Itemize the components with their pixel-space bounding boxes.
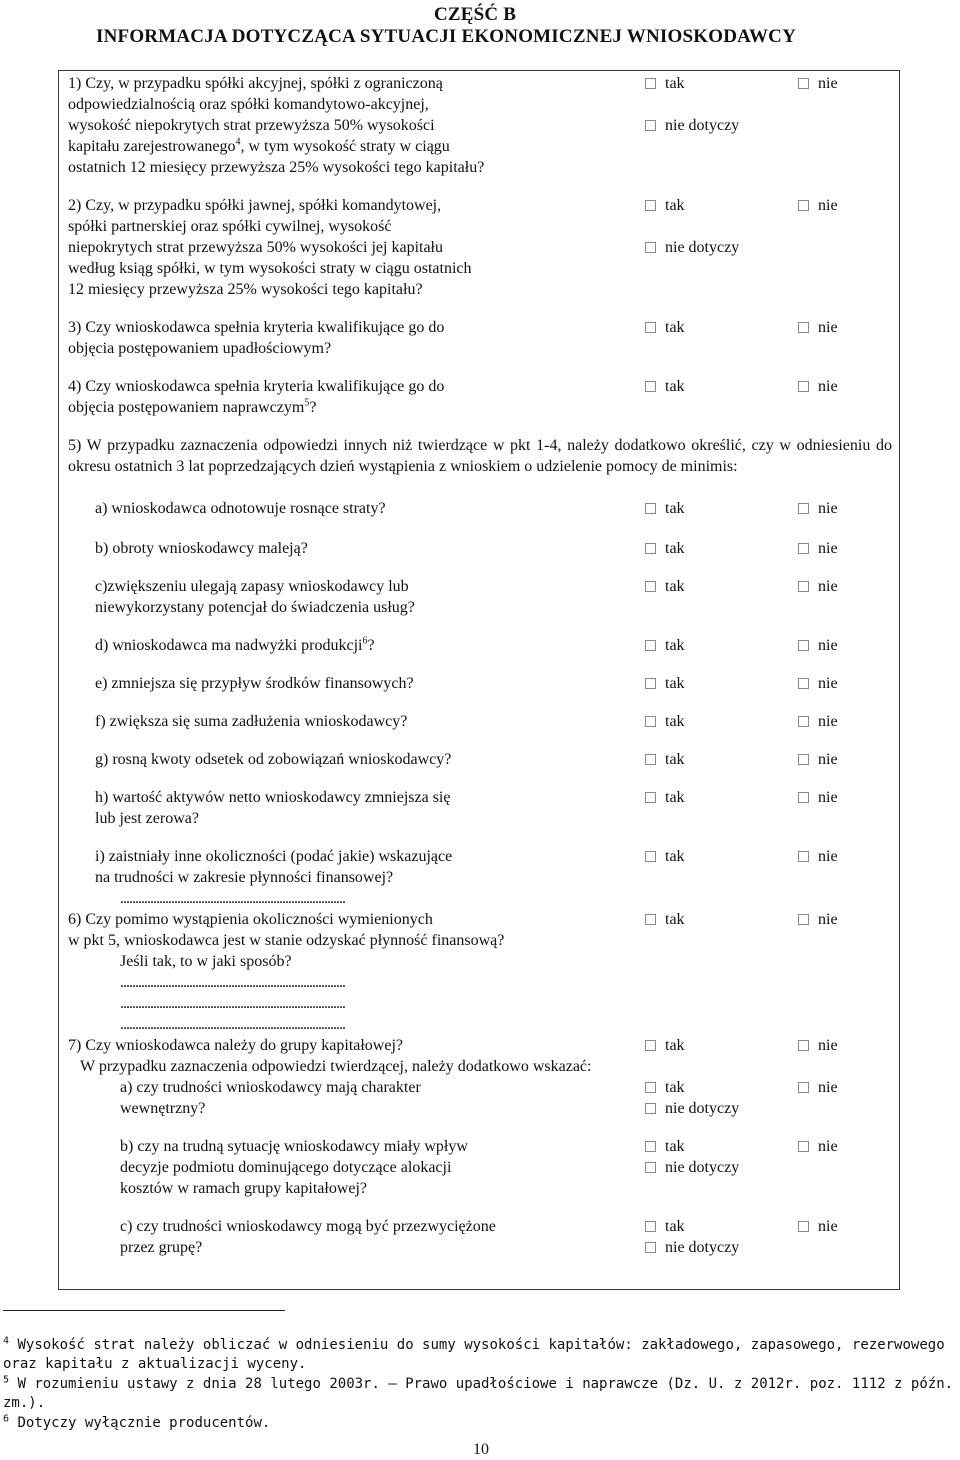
q2-line: według ksiąg spółki, w tym wysokości straty w ciągu ostatnich: [68, 260, 472, 277]
checkbox[interactable]: [798, 1082, 809, 1093]
checkbox[interactable]: [645, 1141, 656, 1152]
q2-line: 12 miesięcy przewyższa 25% wysokości tego kapitału?: [68, 281, 423, 298]
option-label: nie: [818, 1079, 838, 1096]
checkbox[interactable]: [798, 1040, 809, 1051]
option-label: nie: [818, 1218, 838, 1235]
checkbox[interactable]: [645, 792, 656, 803]
option-label: tak: [665, 1079, 685, 1096]
q7c-option-yes[interactable]: [645, 1216, 685, 1237]
checkbox[interactable]: [798, 792, 809, 803]
q2-option-no[interactable]: [798, 195, 838, 216]
q4-text: objęcia postępowaniem naprawczym: [68, 399, 305, 416]
q1-option-no[interactable]: [798, 73, 838, 94]
checkbox[interactable]: [798, 543, 809, 554]
option-label: tak: [665, 751, 685, 768]
q1-line: odpowiedzialnością oraz spółki komandytowo-akcyjnej,: [68, 96, 429, 113]
q7b-option-no[interactable]: [798, 1136, 838, 1157]
q3-option-no[interactable]: [798, 317, 838, 338]
option-label: tak: [665, 75, 685, 92]
q5e-option-yes[interactable]: [645, 673, 685, 694]
q6-line: w pkt 5, wnioskodawca jest w stanie odzyskać płynność finansową?: [68, 932, 505, 949]
q7-line: W przypadku zaznaczenia odpowiedzi twierdzącej, należy dodatkowo wskazać:: [80, 1058, 592, 1075]
option-label: nie: [818, 540, 838, 557]
checkbox[interactable]: [798, 640, 809, 651]
checkbox[interactable]: [645, 716, 656, 727]
checkbox[interactable]: [798, 754, 809, 765]
q7a-option-na[interactable]: [645, 1098, 739, 1119]
checkbox[interactable]: [798, 322, 809, 333]
q5c-line: niewykorzystany potencjał do świadczenia usług?: [95, 599, 415, 616]
footnote-ref: 4: [235, 136, 241, 148]
q4-option-yes[interactable]: [645, 376, 685, 397]
checkbox[interactable]: [798, 716, 809, 727]
q5d-option-no[interactable]: [798, 635, 838, 656]
option-label: nie: [818, 1037, 838, 1054]
option-label: nie: [818, 75, 838, 92]
q1-line: ostatnich 12 miesięcy przewyższa 25% wysokości tego kapitału?: [68, 159, 485, 176]
footnote-text: Wysokość strat należy obliczać w odniesieniu do sumy wysokości kapitałów: zakładowego, zapasowego, rezerwowego: [17, 1337, 945, 1353]
checkbox[interactable]: [645, 78, 656, 89]
option-label: nie: [818, 1138, 838, 1155]
checkbox[interactable]: [645, 242, 656, 253]
q6-answer-dots[interactable]: ...........................................................................: [120, 995, 345, 1012]
page-number: 10: [473, 1441, 489, 1458]
footnote-6: [3, 1414, 270, 1433]
q3-line: 3) Czy wnioskodawca spełnia kryteria kwalifikujące go do: [68, 319, 445, 336]
option-label: nie: [818, 848, 838, 865]
checkbox[interactable]: [798, 200, 809, 211]
q5f-option-yes[interactable]: [645, 711, 685, 732]
option-label: tak: [665, 911, 685, 928]
checkbox[interactable]: [798, 678, 809, 689]
q6-line: 6) Czy pomimo wystąpienia okoliczności wymienionych: [68, 911, 433, 928]
checkbox[interactable]: [645, 914, 656, 925]
q1-text: kapitału zarejestrowanego: [68, 138, 236, 155]
footnote-text: W rozumieniu ustawy z dnia 28 lutego 2003r. – Prawo upadłościowe i naprawcze (Dz. U. z 2012r. poz. 1112 z późn.: [17, 1376, 954, 1392]
checkbox[interactable]: [798, 851, 809, 862]
footnote-number: 6: [3, 1413, 10, 1425]
checkbox[interactable]: [645, 1221, 656, 1232]
checkbox[interactable]: [645, 381, 656, 392]
q1-text: , w tym wysokość straty w ciągu: [240, 138, 450, 155]
q5i-option-yes[interactable]: [645, 846, 685, 867]
q5g-option-no[interactable]: [798, 749, 838, 770]
checkbox[interactable]: [645, 120, 656, 131]
option-label: nie: [818, 789, 838, 806]
q1-line: wysokość niepokrytych strat przewyższa 50% wysokości: [68, 117, 435, 134]
footnote-separator: [3, 1310, 285, 1311]
checkbox[interactable]: [645, 1082, 656, 1093]
q6-option-yes[interactable]: [645, 909, 685, 930]
q7b-line: kosztów w ramach grupy kapitałowej?: [120, 1180, 368, 1197]
q5i-line: i) zaistniały inne okoliczności (podać jakie) wskazujące: [95, 848, 453, 865]
q7c-option-na[interactable]: [645, 1237, 739, 1258]
q5d-label: ?: [367, 637, 375, 654]
q5h-line: h) wartość aktywów netto wnioskodawcy zmniejsza się: [95, 789, 451, 806]
q5i-option-no[interactable]: [798, 846, 838, 867]
checkbox[interactable]: [645, 640, 656, 651]
option-label: nie dotyczy: [665, 1159, 740, 1176]
q6-option-no[interactable]: [798, 909, 838, 930]
option-label: tak: [665, 578, 685, 595]
checkbox[interactable]: [798, 914, 809, 925]
checkbox[interactable]: [798, 1221, 809, 1232]
option-label: tak: [665, 319, 685, 336]
q5c-option-no[interactable]: [798, 576, 838, 597]
footnote-text: Dotyczy wyłącznie producentów.: [17, 1415, 271, 1431]
option-label: tak: [665, 1037, 685, 1054]
checkbox[interactable]: [645, 200, 656, 211]
q5e-option-no[interactable]: [798, 673, 838, 694]
checkbox[interactable]: [645, 1242, 656, 1253]
checkbox[interactable]: [645, 754, 656, 765]
option-label: nie: [818, 319, 838, 336]
q4-line: [68, 397, 316, 418]
q5g-option-yes[interactable]: [645, 749, 685, 770]
q7b-option-yes[interactable]: [645, 1136, 685, 1157]
option-label: nie: [818, 500, 838, 517]
option-label: tak: [665, 378, 685, 395]
q2-line: niepokrytych strat przewyższa 50% wysokości jej kapitału: [68, 239, 443, 256]
footnote-number: 5: [3, 1374, 10, 1386]
q7c-option-no[interactable]: [798, 1216, 838, 1237]
q4-line: 4) Czy wnioskodawca spełnia kryteria kwalifikujące go do: [68, 378, 445, 395]
q5d-option-yes[interactable]: [645, 635, 685, 656]
checkbox[interactable]: [645, 1040, 656, 1051]
q7a-line: a) czy trudności wnioskodawcy mają charakter: [120, 1079, 421, 1096]
q3-line: objęcia postępowaniem upadłościowym?: [68, 340, 332, 357]
q5a-text: a) wnioskodawca odnotowuje rosnące straty?: [95, 500, 386, 517]
option-label: tak: [665, 713, 685, 730]
option-label: nie dotyczy: [665, 117, 740, 134]
option-label: nie: [818, 378, 838, 395]
footnote-ref: 6: [362, 635, 368, 647]
q5e-text: e) zmniejsza się przypływ środków finansowych?: [95, 675, 414, 692]
checkbox[interactable]: [645, 581, 656, 592]
checkbox[interactable]: [645, 322, 656, 333]
checkbox[interactable]: [798, 503, 809, 514]
part-label: CZĘŚĆ B: [434, 4, 517, 25]
footnote-5: [3, 1375, 953, 1394]
checkbox[interactable]: [645, 543, 656, 554]
q5b-text: b) obroty wnioskodawcy maleją?: [95, 540, 308, 557]
q4-option-no[interactable]: [798, 376, 838, 397]
q6-answer-dots[interactable]: ...........................................................................: [120, 1016, 345, 1033]
q7b-line: b) czy na trudną sytuację wnioskodawcy miały wpływ: [120, 1138, 468, 1155]
option-label: tak: [665, 675, 685, 692]
option-label: nie: [818, 197, 838, 214]
page-title: INFORMACJA DOTYCZĄCA SYTUACJI EKONOMICZNEJ WNIOSKODAWCY: [96, 26, 796, 47]
footnote-number: 4: [3, 1335, 10, 1347]
checkbox[interactable]: [645, 1103, 656, 1114]
q2-option-yes[interactable]: [645, 195, 685, 216]
q7c-line: c) czy trudności wnioskodawcy mogą być przezwyciężone: [120, 1218, 496, 1235]
q7b-option-na[interactable]: [645, 1157, 739, 1178]
option-label: tak: [665, 1138, 685, 1155]
footnote-4: [3, 1336, 945, 1355]
q5a-option-no[interactable]: [798, 498, 838, 519]
checkbox[interactable]: [645, 851, 656, 862]
option-label: tak: [665, 848, 685, 865]
q5i-answer-dots[interactable]: ...........................................................................: [120, 890, 345, 907]
checkbox[interactable]: [798, 78, 809, 89]
q5a-option-yes[interactable]: [645, 498, 685, 519]
q6-answer-dots[interactable]: ...........................................................................: [120, 974, 345, 991]
q7-option-yes[interactable]: [645, 1035, 685, 1056]
option-label: tak: [665, 1218, 685, 1235]
q1-option-na[interactable]: [645, 115, 739, 136]
option-label: tak: [665, 637, 685, 654]
checkbox[interactable]: [798, 1141, 809, 1152]
option-label: tak: [665, 540, 685, 557]
option-label: tak: [665, 789, 685, 806]
q5h-option-no[interactable]: [798, 787, 838, 808]
q2-line: 2) Czy, w przypadku spółki jawnej, spółki komandytowej,: [68, 197, 442, 214]
q5h-option-yes[interactable]: [645, 787, 685, 808]
option-label: nie dotyczy: [665, 239, 740, 256]
q7a-line: wewnętrzny?: [120, 1100, 206, 1117]
option-label: tak: [665, 500, 685, 517]
option-label: nie: [818, 911, 838, 928]
q5c-option-yes[interactable]: [645, 576, 685, 597]
q7-line: 7) Czy wnioskodawca należy do grupy kapitałowej?: [68, 1037, 404, 1054]
q6-line: Jeśli tak, to w jaki sposób?: [120, 953, 292, 970]
option-label: nie dotyczy: [665, 1100, 740, 1117]
q2-line: spółki partnerskiej oraz spółki cywilnej, wysokość: [68, 218, 392, 235]
option-label: tak: [665, 197, 685, 214]
footnote-ref: 5: [304, 397, 310, 409]
footnote-4-cont: oraz kapitału z aktualizacji wyceny.: [3, 1356, 307, 1372]
footnote-5-cont: zm.).: [3, 1395, 46, 1411]
checkbox[interactable]: [645, 1162, 656, 1173]
q7a-option-no[interactable]: [798, 1077, 838, 1098]
q5g-text: g) rosną kwoty odsetek od zobowiązań wnioskodawcy?: [95, 751, 452, 768]
q5-intro: 5) W przypadku zaznaczenia odpowiedzi innych niż twierdzące w pkt 1-4, należy dodatkowo określić, czy w odniesieniu do okresu ostatnich 3 lat poprzedzających dzień wystąpienia z wnioskiem o udzielenie pomocy de minimis:: [68, 437, 892, 475]
q3-option-yes[interactable]: [645, 317, 685, 338]
q5c-line: c)zwiększeniu ulegają zapasy wnioskodawcy lub: [95, 578, 409, 595]
q7a-option-yes[interactable]: [645, 1077, 685, 1098]
q5b-option-no[interactable]: [798, 538, 838, 559]
q7c-line: przez grupę?: [120, 1239, 203, 1256]
q4-text: ?: [309, 399, 317, 416]
q5i-line: na trudności w zakresie płynności finansowej?: [95, 869, 394, 886]
checkbox[interactable]: [798, 381, 809, 392]
option-label: nie: [818, 675, 838, 692]
q5f-option-no[interactable]: [798, 711, 838, 732]
q1-option-yes[interactable]: [645, 73, 685, 94]
q5d-text: [95, 635, 375, 656]
option-label: nie: [818, 713, 838, 730]
checkbox[interactable]: [645, 503, 656, 514]
q7b-line: decyzje podmiotu dominującego dotyczące alokacji: [120, 1159, 452, 1176]
option-label: nie: [818, 578, 838, 595]
q1-line: 1) Czy, w przypadku spółki akcyjnej, spółki z ograniczoną: [68, 75, 443, 92]
option-label: nie dotyczy: [665, 1239, 740, 1256]
q2-option-na[interactable]: [645, 237, 739, 258]
option-label: nie: [818, 751, 838, 768]
q7-option-no[interactable]: [798, 1035, 838, 1056]
option-label: nie: [818, 637, 838, 654]
checkbox[interactable]: [798, 581, 809, 592]
q5b-option-yes[interactable]: [645, 538, 685, 559]
q1-line: [68, 136, 450, 157]
q5h-line: lub jest zerowa?: [95, 810, 199, 827]
checkbox[interactable]: [645, 678, 656, 689]
q5f-text: f) zwiększa się suma zadłużenia wnioskodawcy?: [95, 713, 408, 730]
q5d-label: d) wnioskodawca ma nadwyżki produkcji: [95, 637, 363, 654]
